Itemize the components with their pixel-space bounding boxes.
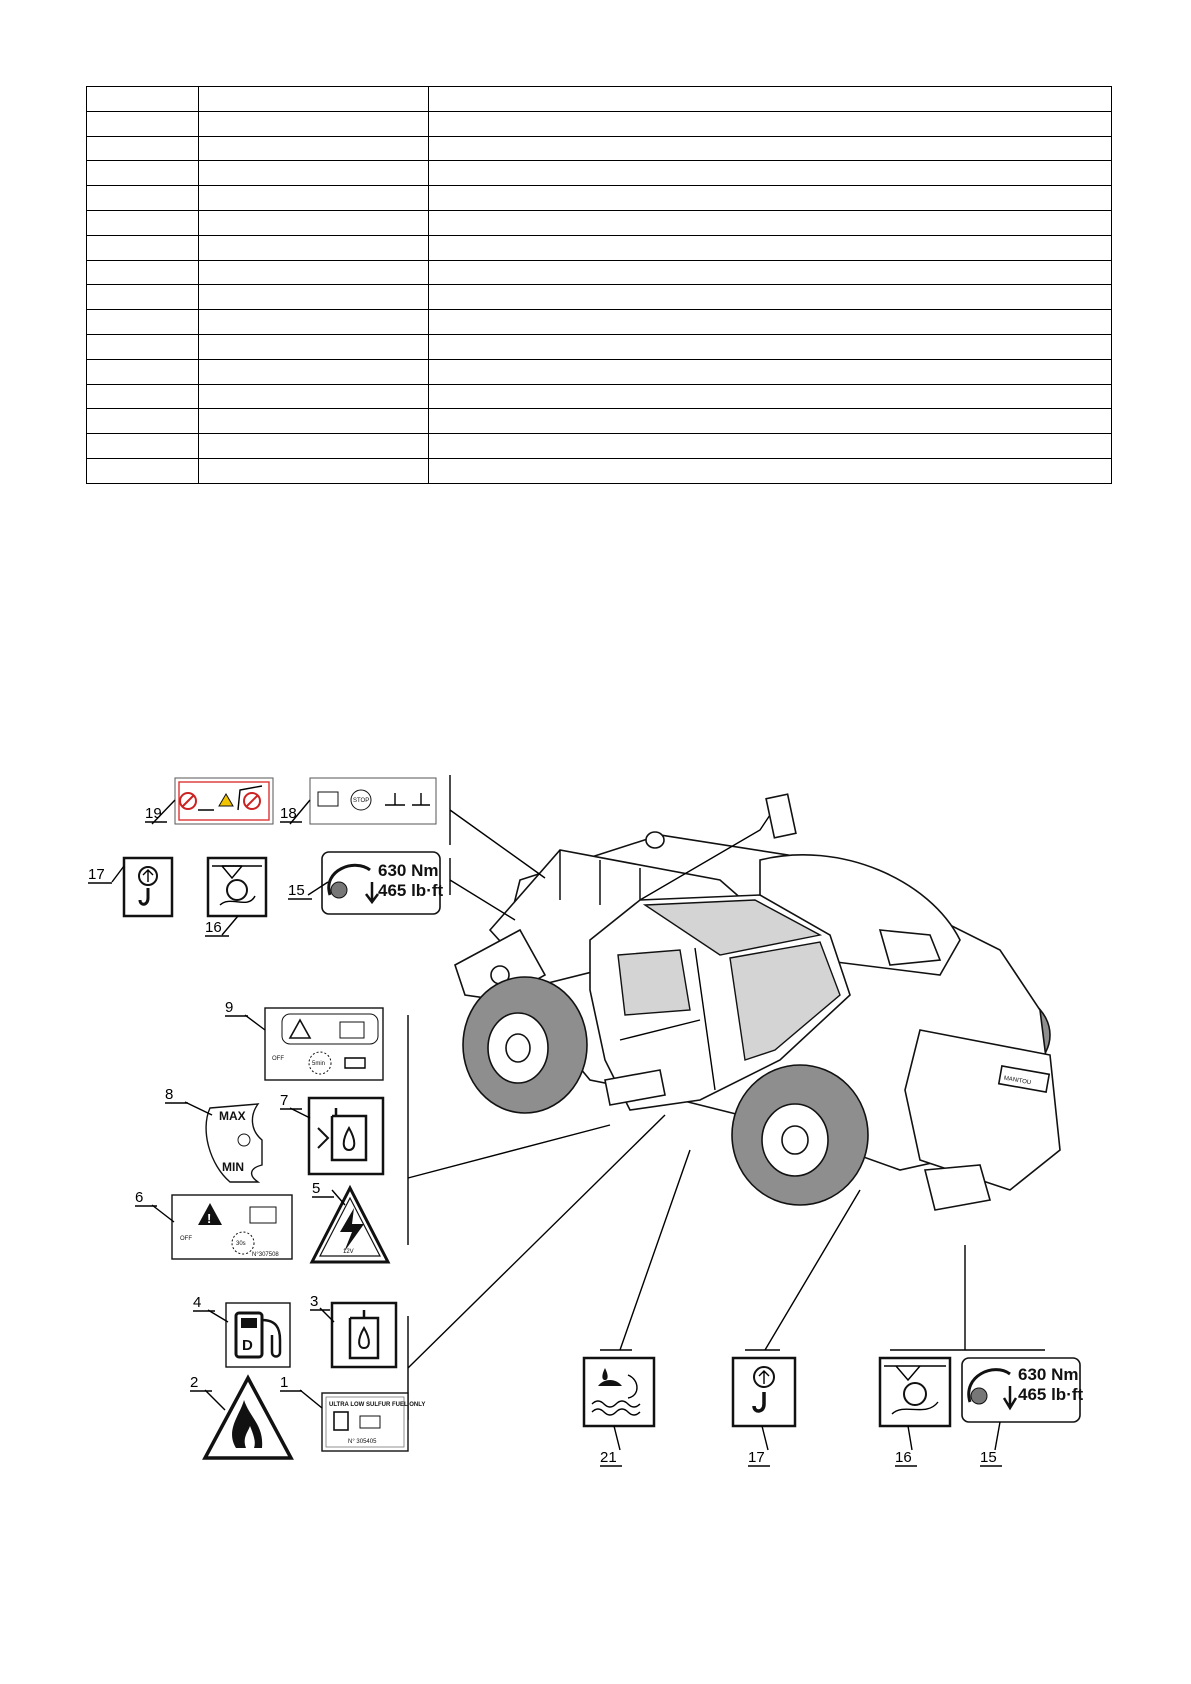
table-cell — [199, 210, 429, 235]
table-cell — [87, 161, 199, 186]
decal-17-bottom-number: 17 — [748, 1449, 765, 1466]
table-cell — [87, 458, 199, 483]
table-cell — [429, 434, 1112, 459]
table-cell — [87, 434, 199, 459]
decal-8 — [165, 1086, 262, 1182]
decal-15-bottom-lbft: 465 lb·ft — [1018, 1385, 1084, 1404]
table-cell — [429, 458, 1112, 483]
table-cell — [429, 161, 1112, 186]
telehandler-drawing — [455, 794, 1060, 1210]
table-row — [87, 334, 1112, 359]
decal-15-top-nm: 630 Nm — [378, 861, 439, 880]
brand-text: MANITOU — [1003, 1075, 1032, 1087]
table-cell — [199, 310, 429, 335]
table-cell — [87, 111, 199, 136]
table-cell — [199, 260, 429, 285]
mirror — [766, 794, 796, 838]
table-cell — [87, 87, 199, 112]
decal-1-number: 1 — [280, 1374, 289, 1391]
decal-1 — [280, 1374, 425, 1451]
decal-4-number: 4 — [193, 1294, 202, 1311]
decal-18-number: 18 — [280, 805, 297, 822]
table-row — [87, 384, 1112, 409]
counterweight — [905, 1030, 1060, 1190]
table-row — [87, 111, 1112, 136]
table-cell — [87, 285, 199, 310]
decal-15-bottom — [962, 1358, 1084, 1466]
decal-18 — [280, 778, 436, 824]
table-row — [87, 285, 1112, 310]
empty-table — [86, 86, 1112, 484]
table-row — [87, 186, 1112, 211]
decal-21 — [584, 1358, 654, 1466]
decal-4-letter: D — [242, 1337, 253, 1354]
table-cell — [429, 87, 1112, 112]
table-cell — [429, 235, 1112, 260]
decal-15-top-number: 15 — [288, 882, 305, 899]
table-cell — [87, 260, 199, 285]
decal-9-off: OFF — [272, 1056, 284, 1062]
table-cell — [429, 409, 1112, 434]
table-cell — [87, 136, 199, 161]
decal-5 — [312, 1180, 388, 1262]
table-cell — [199, 434, 429, 459]
table-cell — [199, 161, 429, 186]
table-cell — [199, 384, 429, 409]
decal-9-number: 9 — [225, 999, 234, 1016]
decal-7-number: 7 — [280, 1092, 289, 1109]
decal-6-time: 30s — [236, 1241, 246, 1247]
decal-1-text-top: ULTRA LOW SULFUR FUEL ONLY — [329, 1402, 426, 1408]
table-cell — [429, 310, 1112, 335]
decal-16-bottom-number: 16 — [895, 1449, 912, 1466]
table-cell — [87, 359, 199, 384]
decal-19-number: 19 — [145, 805, 162, 822]
table-cell — [199, 409, 429, 434]
table-row — [87, 434, 1112, 459]
table-cell — [429, 210, 1112, 235]
cab-door-window — [618, 950, 690, 1015]
decal-3-number: 3 — [310, 1293, 319, 1310]
table-cell — [429, 186, 1112, 211]
decal-2 — [190, 1374, 291, 1458]
rear-light-block — [925, 1165, 990, 1210]
table-row — [87, 161, 1112, 186]
decal-16-top-number: 16 — [205, 919, 222, 936]
table-row — [87, 210, 1112, 235]
decal-5-voltage: 12V — [343, 1249, 354, 1255]
table-cell — [429, 334, 1112, 359]
table-cell — [87, 334, 199, 359]
table-row — [87, 260, 1112, 285]
table-cell — [199, 458, 429, 483]
table-cell — [199, 285, 429, 310]
table-cell — [199, 334, 429, 359]
decal-7 — [280, 1092, 383, 1174]
decal-6-off: OFF — [180, 1236, 192, 1242]
decal-2-number: 2 — [190, 1374, 199, 1391]
table-cell — [429, 136, 1112, 161]
table-cell — [429, 285, 1112, 310]
table-cell — [87, 409, 199, 434]
decal-16-top — [205, 858, 266, 936]
decal-21-number: 21 — [600, 1449, 617, 1466]
table-row — [87, 235, 1112, 260]
decal-6-number: 6 — [135, 1189, 144, 1206]
table-row — [87, 409, 1112, 434]
table-cell — [429, 260, 1112, 285]
decal-1-text-code: N° 305405 — [348, 1439, 377, 1445]
decal-16-bottom — [880, 1358, 950, 1466]
decal-9-time: 5min — [312, 1061, 326, 1067]
decal-8-min: MIN — [222, 1160, 244, 1174]
decal-8-number: 8 — [165, 1086, 174, 1103]
table-cell — [429, 359, 1112, 384]
table-cell — [429, 384, 1112, 409]
table-cell — [87, 235, 199, 260]
decal-6-code: N°307508 — [252, 1252, 279, 1258]
decal-15-top-lbft: 465 lb·ft — [378, 881, 444, 900]
beacon — [646, 832, 664, 848]
hub-cap-near-front — [506, 1034, 530, 1062]
hub-cap-near-rear — [782, 1126, 808, 1154]
decal-6 — [135, 1189, 292, 1259]
table-row — [87, 458, 1112, 483]
decal-8-max: MAX — [219, 1109, 246, 1123]
table-cell — [199, 235, 429, 260]
table-cell — [199, 136, 429, 161]
decal-18-stop: STOP — [353, 798, 370, 804]
decal-15-top — [288, 852, 444, 914]
table-cell — [87, 384, 199, 409]
decal-5-number: 5 — [312, 1180, 321, 1197]
svg-text:!: ! — [207, 1211, 212, 1226]
decal-4 — [193, 1294, 290, 1367]
table-cell — [199, 111, 429, 136]
table-row — [87, 359, 1112, 384]
table-cell — [199, 359, 429, 384]
decal-19 — [145, 778, 273, 824]
table-body — [87, 87, 1112, 484]
table-cell — [199, 87, 429, 112]
table-cell — [199, 186, 429, 211]
decal-15-bottom-number: 15 — [980, 1449, 997, 1466]
decal-17-top-number: 17 — [88, 866, 105, 883]
table-cell — [87, 186, 199, 211]
table-cell — [429, 111, 1112, 136]
decal-3 — [310, 1293, 396, 1367]
table-row — [87, 310, 1112, 335]
table-cell — [87, 310, 199, 335]
decal-15-bottom-nm: 630 Nm — [1018, 1365, 1079, 1384]
decal-17-top — [88, 858, 172, 916]
decal-9 — [225, 999, 383, 1080]
table-cell — [87, 210, 199, 235]
table-row — [87, 136, 1112, 161]
table-row — [87, 87, 1112, 112]
decal-17-bottom — [733, 1358, 795, 1466]
decal-location-diagram — [0, 760, 1191, 1684]
